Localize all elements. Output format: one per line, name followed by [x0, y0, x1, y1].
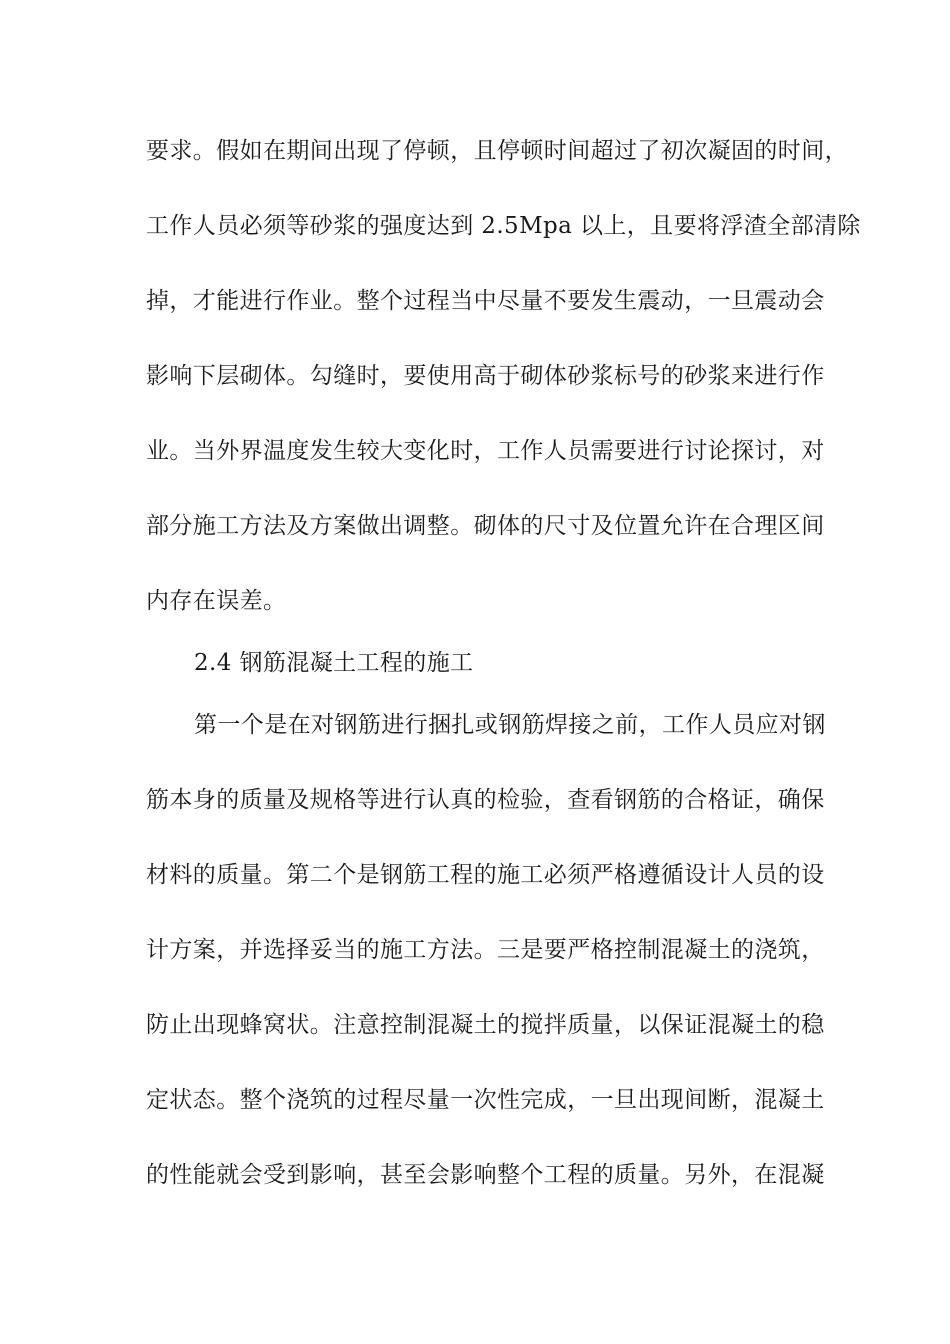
paragraph-line: 筋本身的质量及规格等进行认真的检验，查看钢筋的合格证，确保 — [146, 787, 825, 813]
paragraph-line: 业。当外界温度发生较大变化时，工作人员需要进行讨论探讨，对 — [146, 438, 825, 464]
paragraph-line: 部分施工方法及方案做出调整。砌体的尺寸及位置允许在合理区间 — [146, 513, 825, 539]
paragraph-line: 材料的质量。第二个是钢筋工程的施工必须严格遵循设计人员的设 — [146, 862, 825, 888]
paragraph-line: 的性能就会受到影响，甚至会影响整个工程的质量。另外，在混凝 — [146, 1162, 825, 1188]
paragraph-line: 工作人员必须等砂浆的强度达到 2.5Mpa 以上，且要将浮渣全部清除 — [146, 213, 861, 239]
paragraph-line: 第一个是在对钢筋进行捆扎或钢筋焊接之前，工作人员应对钢 — [194, 712, 826, 738]
section-heading: 2.4 钢筋混凝土工程的施工 — [194, 650, 474, 676]
paragraph-line: 掉，才能进行作业。整个过程当中尽量不要发生震动，一旦震动会 — [146, 288, 825, 314]
paragraph-line: 防止出现蜂窝状。注意控制混凝土的搅拌质量，以保证混凝土的稳 — [146, 1012, 825, 1038]
paragraph-line: 计方案，并选择妥当的施工方法。三是要严格控制混凝土的浇筑， — [146, 937, 825, 963]
paragraph-line: 要求。假如在期间出现了停顿，且停顿时间超过了初次凝固的时间， — [146, 138, 848, 164]
paragraph-line: 定状态。整个浇筑的过程尽量一次性完成，一旦出现间断，混凝土 — [146, 1087, 825, 1113]
paragraph-line: 影响下层砌体。勾缝时，要使用高于砌体砂浆标号的砂浆来进行作 — [146, 363, 825, 389]
paragraph-line: 内存在误差。 — [146, 588, 287, 614]
